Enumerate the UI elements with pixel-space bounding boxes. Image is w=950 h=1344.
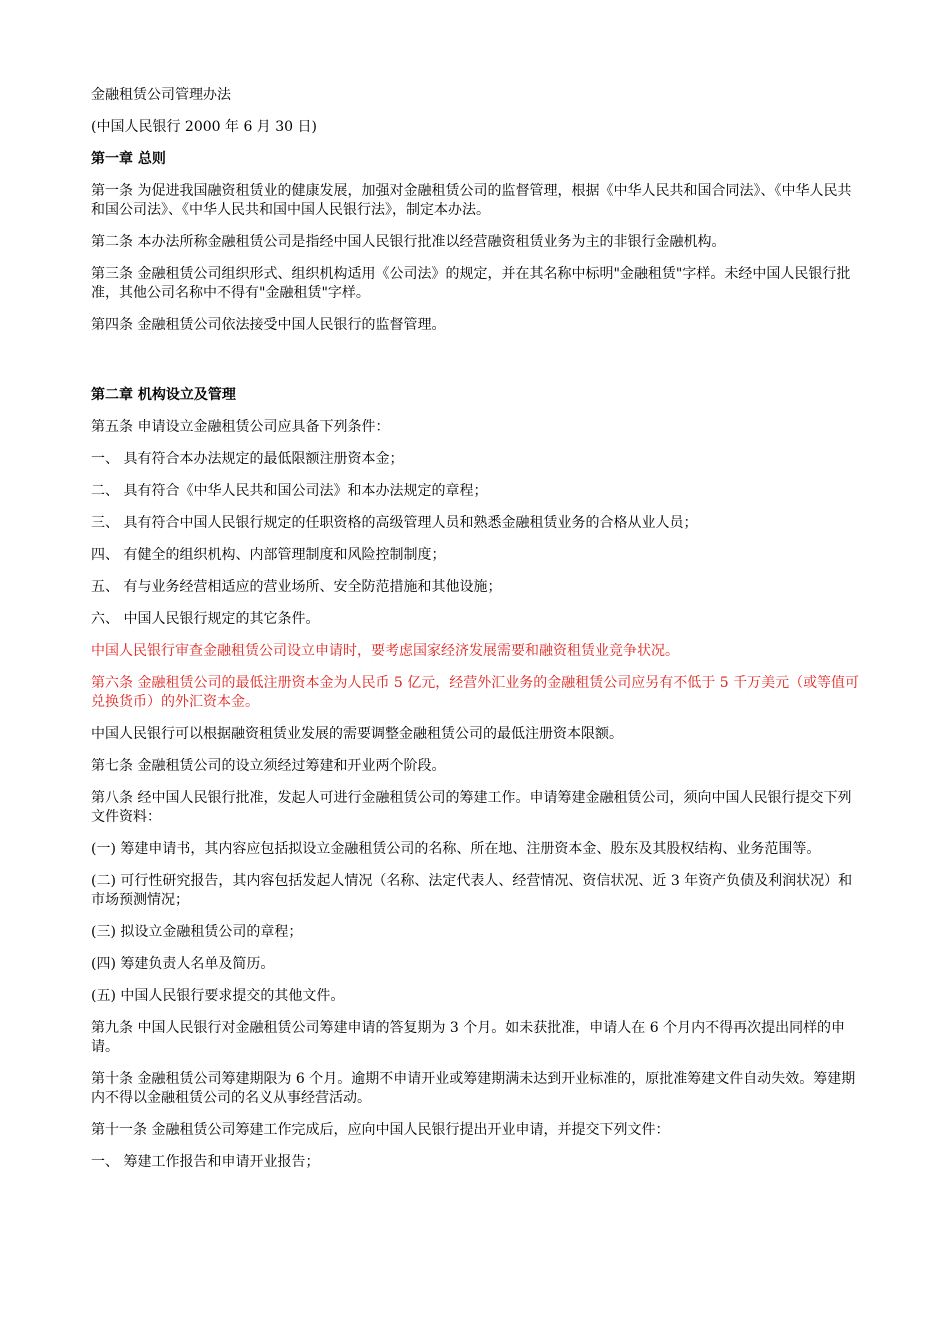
chapter1-heading: 第一章 总则 — [91, 151, 166, 167]
article-8: 第八条 经中国人民银行批准，发起人可进行金融租赁公司的筹建工作。申请筹建金融租赁公司，须向中国人民银行提交下列文件资料： — [91, 790, 852, 825]
article-3: 第三条 金融租赁公司组织形式、组织机构适用《公司法》的规定，并在其名称中标明"金融租赁"字样。未经中国人民银行批准，其他公司名称中不得有"金融租赁"字样。 — [91, 266, 851, 301]
article-1: 第一条 为促进我国融资租赁业的健康发展，加强对金融租赁公司的监督管理，根据《中华人民共和国合同法》、《中华人民共和国公司法》、《中华人民共和国中国人民银行法》，制定本办法。 — [91, 183, 852, 218]
article-6-note: 中国人民银行可以根据融资租赁业发展的需要调整金融租赁公司的最低注册资本限额。 — [91, 726, 623, 742]
article-5-item-1: 一、 具有符合本办法规定的最低限额注册资本金； — [91, 451, 404, 467]
article-6: 第六条 金融租赁公司的最低注册资本金为人民币 5 亿元，经营外汇业务的金融租赁公司应另有不低于 5 千万美元（或等值可兑换货币）的外汇资本金。 — [91, 675, 860, 710]
chapter2-heading: 第二章 机构设立及管理 — [91, 387, 236, 403]
document-page — [91, 86, 861, 1185]
article-10: 第十条 金融租赁公司筹建期限为 6 个月。逾期不申请开业或筹建期满未达到开业标准的，原批准筹建文件自动失效。筹建期内不得以金融租赁公司的名义从事经营活动。 — [91, 1071, 856, 1106]
article-7: 第七条 金融租赁公司的设立须经过筹建和开业两个阶段。 — [91, 758, 446, 774]
article-8-item-4: (四) 筹建负责人名单及简历。 — [91, 956, 275, 972]
document-issuer: (中国人民银行 2000 年 6 月 30 日) — [91, 119, 317, 135]
section-spacer — [91, 348, 861, 386]
article-5-item-4: 四、 有健全的组织机构、内部管理制度和风险控制制度； — [91, 547, 446, 563]
document-title: 金融租赁公司管理办法 — [91, 87, 231, 103]
article-8-item-2: (二) 可行性研究报告，其内容包括发起人情况（名称、法定代表人、经营情况、资信状况、近 3 年资产负债及利润状况）和市场预测情况； — [91, 873, 853, 908]
article-9: 第九条 中国人民银行对金融租赁公司筹建申请的答复期为 3 个月。如未获批准，申请人在 6 个月内不得再次提出同样的申请。 — [91, 1020, 846, 1055]
article-11: 第十一条 金融租赁公司筹建工作完成后，应向中国人民银行提出开业申请，并提交下列文件： — [91, 1122, 670, 1138]
highlighted-note: 中国人民银行审查金融租赁公司设立申请时，要考虑国家经济发展需要和融资租赁业竞争状况。 — [91, 643, 679, 659]
article-2: 第二条 本办法所称金融租赁公司是指经中国人民银行批准以经营融资租赁业务为主的非银行金融机构。 — [91, 234, 726, 250]
article-8-item-1: (一) 筹建申请书，其内容应包括拟设立金融租赁公司的名称、所在地、注册资本金、股东及其股权结构、业务范围等。 — [91, 841, 821, 857]
article-5-item-3: 三、 具有符合中国人民银行规定的任职资格的高级管理人员和熟悉金融租赁业务的合格从业人员； — [91, 515, 698, 531]
article-8-item-5: (五) 中国人民银行要求提交的其他文件。 — [91, 988, 345, 1004]
article-5-item-2: 二、 具有符合《中华人民共和国公司法》和本办法规定的章程； — [91, 483, 488, 499]
article-4: 第四条 金融租赁公司依法接受中国人民银行的监督管理。 — [91, 317, 446, 333]
article-5-item-6: 六、 中国人民银行规定的其它条件。 — [91, 611, 320, 627]
article-8-item-3: (三) 拟设立金融租赁公司的章程； — [91, 924, 303, 940]
article-5-item-5: 五、 有与业务经营相适应的营业场所、安全防范措施和其他设施； — [91, 579, 502, 595]
article-5-intro: 第五条 申请设立金融租赁公司应具备下列条件： — [91, 419, 390, 435]
article-11-item-1: 一、 筹建工作报告和申请开业报告； — [91, 1154, 320, 1170]
